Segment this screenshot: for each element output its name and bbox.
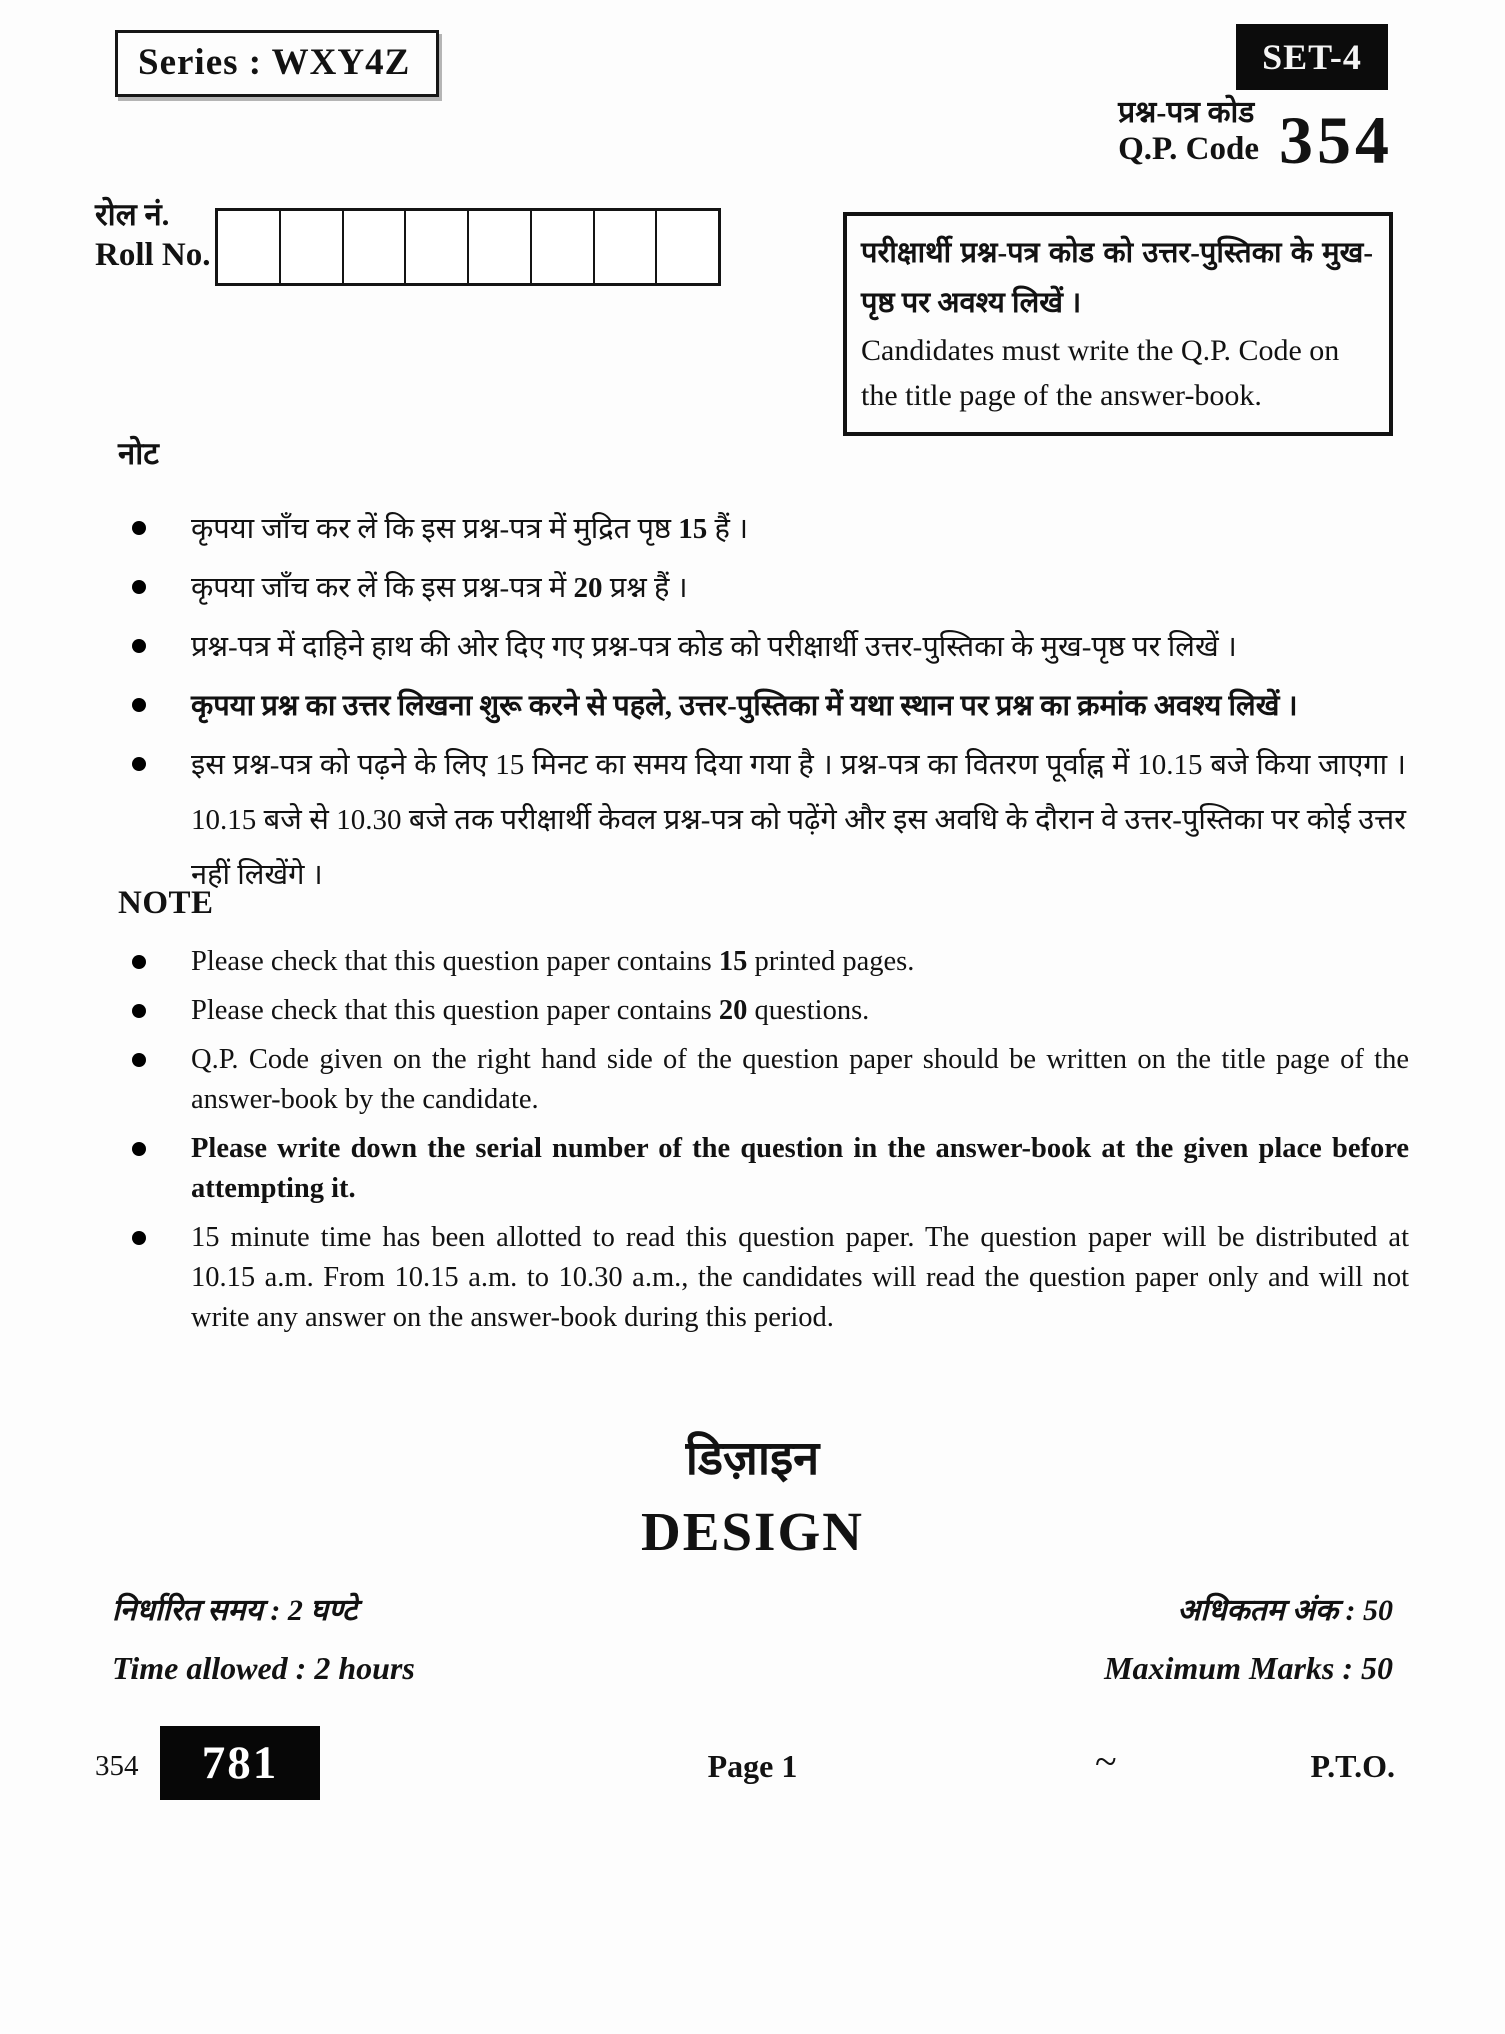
- note-bullet-list-english: [118, 942, 1418, 1338]
- set-badge-label: SET-4: [1262, 37, 1362, 77]
- note-bullet-item: [118, 620, 1418, 675]
- qp-code-label-english: Q.P. Code: [1118, 130, 1259, 167]
- roll-number-label: [95, 196, 211, 276]
- note-heading-english: NOTE: [118, 885, 214, 921]
- qp-code-block: [1118, 96, 1393, 178]
- note-bullet-item: [118, 1218, 1418, 1338]
- roll-number-cell: [281, 211, 344, 283]
- note-section-english: [118, 885, 1418, 1347]
- note-bullet-list-hindi: [118, 502, 1418, 903]
- footer-pto-label: P.T.O.: [1310, 1748, 1395, 1784]
- note-bullet-text: Please check that this question paper contains 15 printed pages.: [191, 946, 915, 977]
- note-heading-hindi: नोट: [118, 436, 159, 471]
- footer-stamp-label: 781: [201, 1737, 279, 1789]
- note-bullet-text: कृपया जाँच कर लें कि इस प्रश्न-पत्र में 20 प्रश्न हैं ।: [191, 572, 688, 604]
- note-bullet-item: [118, 991, 1418, 1031]
- roll-number-cell: [218, 211, 281, 283]
- notice-text-hindi: परीक्षार्थी प्रश्न-पत्र कोड को उत्तर-पुस्तिका के मुख-पृष्ठ पर अवश्य लिखें ।: [861, 237, 1373, 319]
- time-allowed-english: Time allowed : 2 hours: [112, 1650, 415, 1686]
- note-bullet-item: [118, 1129, 1418, 1209]
- qp-code-number: 354: [1279, 101, 1393, 178]
- note-bullet-item: [118, 738, 1418, 903]
- bullet-icon: [132, 757, 146, 771]
- roll-number-cell: [344, 211, 407, 283]
- bullet-icon: [132, 1142, 146, 1156]
- roll-number-label-hindi: रोल नं.: [95, 197, 170, 232]
- note-bullet-text: कृपया प्रश्न का उत्तर लिखना शुरू करने से पहले, उत्तर-पुस्तिका में यथा स्थान पर प्रश्न का क्रमांक अवश्य लिखें ।: [191, 690, 1298, 722]
- qp-code-notice-box: [843, 212, 1393, 436]
- maximum-marks-hindi: अधिकतम अंक : 50: [1177, 1594, 1393, 1627]
- bullet-icon: [132, 1231, 146, 1245]
- qp-code-label-hindi: प्रश्न-पत्र कोड: [1118, 96, 1255, 129]
- note-bullet-item: [118, 942, 1418, 982]
- note-section-hindi: [118, 432, 1418, 907]
- bullet-icon: [132, 1053, 146, 1067]
- notice-text-english: Candidates must write the Q.P. Code on the title page of the answer-book.: [861, 334, 1340, 412]
- roll-number-cell: [595, 211, 658, 283]
- note-bullet-text: Please check that this question paper contains 20 questions.: [191, 995, 870, 1026]
- note-bullet-text: प्रश्न-पत्र में दाहिने हाथ की ओर दिए गए प्रश्न-पत्र कोड को परीक्षार्थी उत्तर-पुस्तिका के मुख-पृष्ठ पर लिखें ।: [191, 631, 1237, 663]
- note-bullet-text: Please write down the serial number of the question in the answer-book at the given place before attempting it.: [191, 1133, 1409, 1204]
- set-badge: [1236, 24, 1388, 90]
- bullet-icon: [132, 580, 146, 594]
- note-bullet-item: [118, 679, 1418, 734]
- bullet-icon: [132, 698, 146, 712]
- series-label: Series : WXY4Z: [138, 42, 411, 83]
- roll-number-cell: [406, 211, 469, 283]
- bullet-icon: [132, 521, 146, 535]
- roll-number-boxes: [215, 208, 721, 286]
- note-bullet-text: Q.P. Code given on the right hand side of the question paper should be written on the title page of the answer-book by the candidate.: [191, 1044, 1409, 1115]
- maximum-marks-block: [1104, 1593, 1393, 1687]
- footer-page-number: Page 1: [707, 1748, 798, 1784]
- series-box: [115, 30, 439, 97]
- bullet-icon: [132, 1004, 146, 1018]
- roll-number-cell: [469, 211, 532, 283]
- footer-qp-code: 354: [95, 1750, 139, 1782]
- maximum-marks-english: Maximum Marks : 50: [1104, 1650, 1393, 1686]
- note-bullet-item: [118, 502, 1418, 557]
- roll-number-cell: [532, 211, 595, 283]
- subject-title-english: DESIGN: [641, 1501, 864, 1562]
- roll-number-label-english: Roll No.: [95, 236, 211, 273]
- roll-number-cell: [657, 211, 718, 283]
- note-bullet-text: 15 minute time has been allotted to read this question paper. The question paper will be distributed at 10.15 a.m. From 10.15 a.m. to 10.30 a.m., the candidates will read the question paper only and will not write any answer on the answer-book during this period.: [191, 1222, 1409, 1333]
- qp-code-labels: [1118, 96, 1259, 168]
- bullet-icon: [132, 955, 146, 969]
- bullet-icon: [132, 639, 146, 653]
- note-bullet-text: कृपया जाँच कर लें कि इस प्रश्न-पत्र में मुद्रित पृष्ठ 15 हैं ।: [191, 513, 749, 545]
- note-bullet-item: [118, 561, 1418, 616]
- time-allowed-block: [112, 1593, 415, 1687]
- note-bullet-text: इस प्रश्न-पत्र को पढ़ने के लिए 15 मिनट का समय दिया गया है । प्रश्न-पत्र का वितरण पूर्वाह्न में 10.15 बजे किया जाएगा । 10.15 बजे से 10.30 बजे तक परीक्षार्थी केवल प्रश्न-पत्र को पढ़ेंगे और इस अवधि के दौरान वे उत्तर-पुस्तिका पर कोई उत्तर नहीं लिखेंगे ।: [191, 749, 1406, 891]
- footer-tilde-mark: ~: [1095, 1739, 1117, 1784]
- time-allowed-hindi: निर्धारित समय : 2 घण्टे: [112, 1594, 358, 1627]
- subject-title-hindi: डिज़ाइन: [685, 1433, 820, 1485]
- note-bullet-item: [118, 1040, 1418, 1120]
